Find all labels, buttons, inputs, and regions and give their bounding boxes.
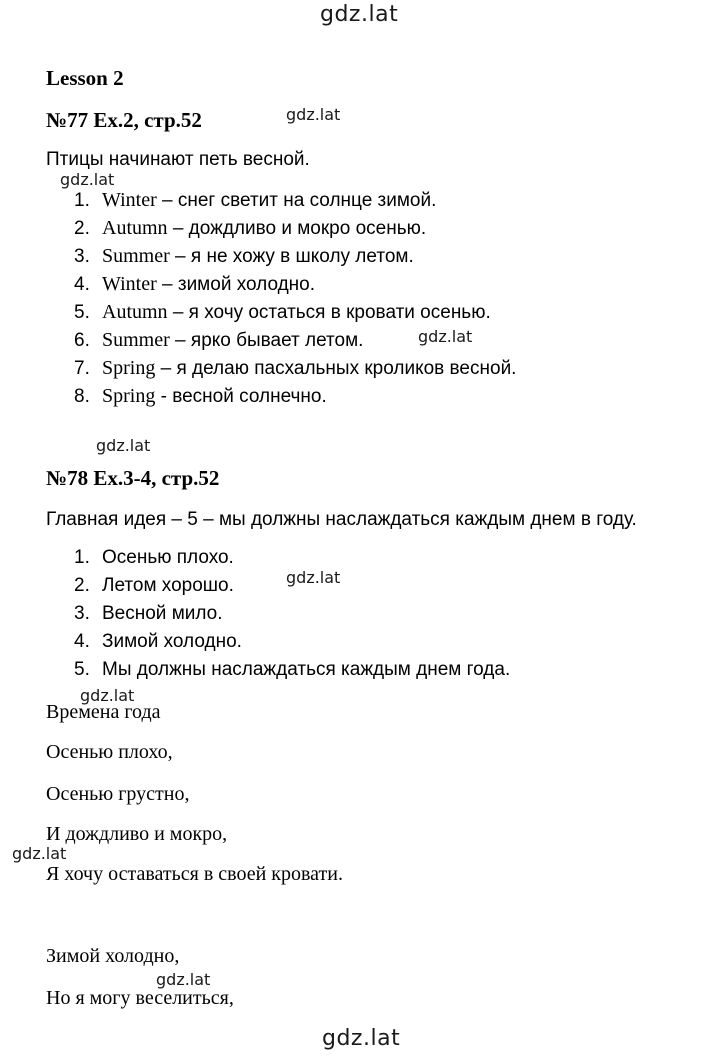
season-word: Winter <box>102 189 157 211</box>
list-item <box>74 548 234 567</box>
list-item-text: Весной мило. <box>102 603 223 624</box>
watermark: gdz.lat <box>60 170 115 189</box>
poem-line: Осенью плохо, <box>46 741 173 763</box>
watermark-bottom: gdz.lat <box>322 1026 401 1051</box>
list-item-number: 2. <box>74 575 90 596</box>
season-word: Autumn <box>102 301 168 323</box>
season-word: Autumn <box>102 217 168 239</box>
list-item <box>74 302 491 322</box>
list-item-number: 3. <box>74 246 90 267</box>
list-item-number: 1. <box>74 547 90 568</box>
list-item <box>74 330 363 350</box>
list-item-number: 1. <box>74 190 90 211</box>
list-item <box>74 632 242 651</box>
list-item-text: - весной солнечно. <box>155 386 327 407</box>
list-item <box>74 246 414 266</box>
list-item <box>74 386 327 406</box>
list-item-text: Летом хорошо. <box>102 575 234 596</box>
list-item-text: – зимой холодно. <box>156 274 316 295</box>
list-item-number: 4. <box>74 631 90 652</box>
poem-line: Осенью грустно, <box>46 783 190 805</box>
poem-line: Но я могу веселиться, <box>46 987 234 1009</box>
watermark: gdz.lat <box>80 686 135 705</box>
list-item-text: Мы должны наслаждаться каждым днем года. <box>102 659 511 680</box>
poem-line: И дождливо и мокро, <box>46 823 228 845</box>
exercise-77-intro: Птицы начинают петь весной. <box>46 149 310 170</box>
list-item-number: 7. <box>74 358 90 379</box>
season-word: Spring <box>102 385 156 407</box>
list-item <box>74 660 510 679</box>
list-item-text: – я не хожу в школу летом. <box>169 246 414 267</box>
exercise-78-main-idea: Главная идея – 5 – мы должны наслаждаться каждым днем в году. <box>46 509 637 530</box>
list-item-text: – я делаю пасхальных кроликов весной. <box>155 358 517 379</box>
list-item <box>74 358 516 378</box>
watermark: gdz.lat <box>156 970 211 989</box>
season-word: Summer <box>102 245 170 267</box>
list-item-text: Зимой холодно. <box>102 631 242 652</box>
list-item-number: 3. <box>74 603 90 624</box>
poem-title: Времена года <box>46 701 161 723</box>
list-item <box>74 604 223 623</box>
list-item-number: 4. <box>74 274 90 295</box>
list-item-number: 8. <box>74 386 90 407</box>
watermark: gdz.lat <box>286 105 341 124</box>
list-item <box>74 190 436 210</box>
season-word: Summer <box>102 329 170 351</box>
season-word: Spring <box>102 357 156 379</box>
watermark: gdz.lat <box>96 436 151 455</box>
list-item <box>74 218 426 238</box>
list-item-text: – ярко бывает летом. <box>169 330 364 351</box>
watermark-top: gdz.lat <box>320 2 399 27</box>
list-item <box>74 576 234 595</box>
list-item <box>74 274 315 294</box>
exercise-77-heading: №77 Ex.2, стр.52 <box>46 108 202 132</box>
poem-line: Я хочу оставаться в своей кровати. <box>46 863 343 885</box>
list-item-text: Осенью плохо. <box>102 547 234 568</box>
list-item-number: 2. <box>74 218 90 239</box>
list-item-text: – дождливо и мокро осенью. <box>167 218 427 239</box>
list-item-text: – я хочу остаться в кровати осенью. <box>167 302 491 323</box>
exercise-78-heading: №78 Ex.3-4, стр.52 <box>46 466 220 490</box>
list-item-number: 5. <box>74 302 90 323</box>
lesson-title: Lesson 2 <box>46 66 124 90</box>
watermark: gdz.lat <box>286 568 341 587</box>
season-word: Winter <box>102 273 157 295</box>
list-item-text: – снег светит на солнце зимой. <box>156 190 437 211</box>
watermark: gdz.lat <box>12 844 67 863</box>
watermark: gdz.lat <box>418 327 473 346</box>
list-item-number: 5. <box>74 659 90 680</box>
list-item-number: 6. <box>74 330 90 351</box>
poem-line: Зимой холодно, <box>46 945 180 967</box>
